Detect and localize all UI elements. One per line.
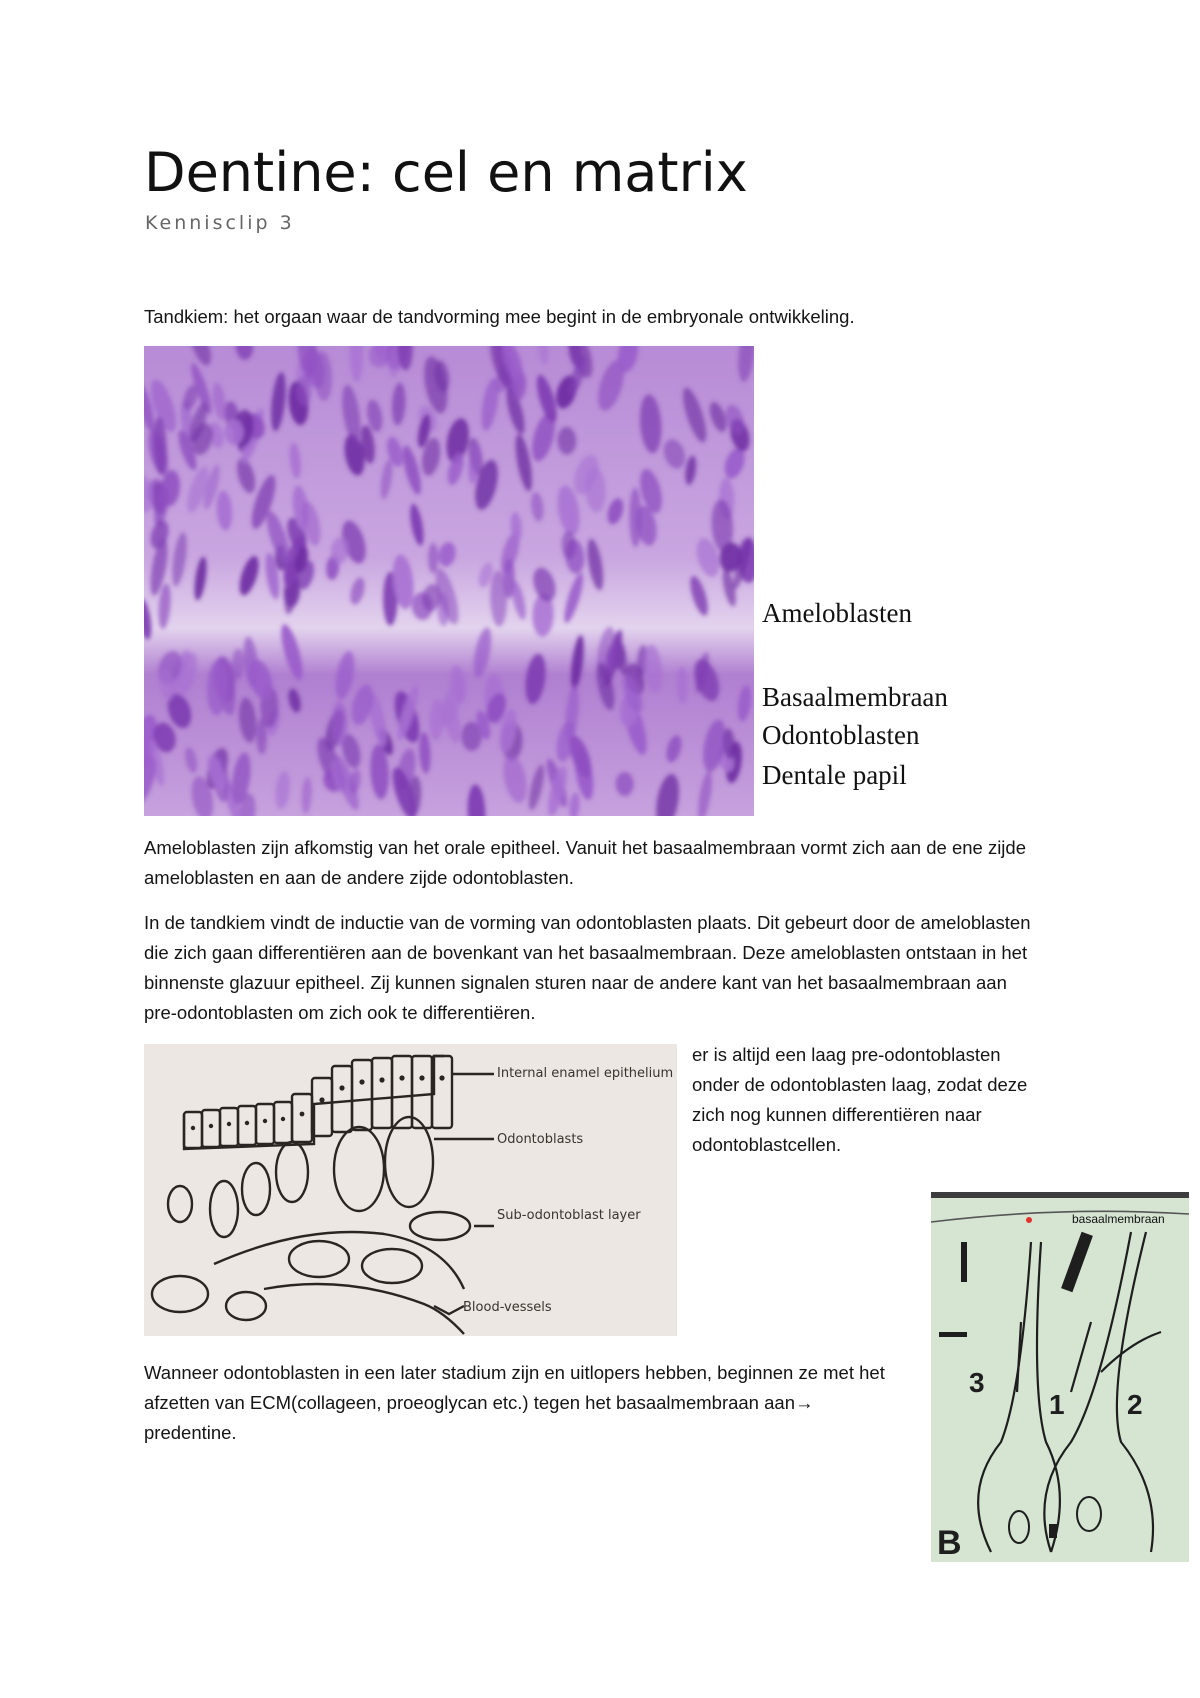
- number-2: 2: [1127, 1389, 1143, 1420]
- page-subtitle: Kennisclip 3: [145, 212, 295, 234]
- label-basaalmembraan-small: basaalmembraan: [1072, 1212, 1165, 1226]
- paragraph-predentine: Wanneer odontoblasten in een later stadium zijn en uitlopers hebben, beginnen ze met het afzetten van ECM(collageen, proeoglycan etc.) tegen het basaalmembraan aan→ predentine.: [144, 1362, 885, 1443]
- label-blood-vessels: Blood-vessels: [463, 1300, 552, 1315]
- number-1: 1: [1049, 1389, 1065, 1420]
- paragraph-ameloblasten: Ameloblasten zijn afkomstig van het orale epitheel. Vanuit het basaalmembraan vormt zich aan de ene zijde ameloblasten en aan de andere zijde odontoblasten.: [144, 837, 1026, 888]
- paragraph-tandkiem: Tandkiem: het orgaan waar de tandvorming mee begint in de embryonale ontwikkeling.: [144, 306, 855, 327]
- histology-image: [144, 346, 754, 816]
- odontoblast-diagram: [144, 1044, 677, 1336]
- panel-letter-b: B: [937, 1524, 962, 1562]
- page-title: Dentine: cel en matrix: [144, 141, 748, 204]
- label-ameloblasten: Ameloblasten: [762, 598, 912, 628]
- paragraph-inductie: In de tandkiem vindt de inductie van de vorming van odontoblasten plaats. Dit gebeurt door de ameloblasten die zich gaan differentiëren aan de bovenkant van het basaalmembraan. Deze ameloblasten ontstaan in het binnenste glazuur epitheel. Zij kunnen signalen sturen naar de andere kant van het basaalmembraan aan pre-odontoblasten om zich ook te differentiëren.: [144, 912, 1031, 1023]
- label-dentale-papil: Dentale papil: [762, 760, 907, 790]
- paragraph-pre-odontoblasten: er is altijd een laag pre-odontoblasten onder de odontoblasten laag, zodat deze zich nog kunnen differentiëren naar odontoblastcellen.: [692, 1044, 1028, 1155]
- number-3: 3: [969, 1367, 985, 1398]
- label-odontoblasts: Odontoblasts: [497, 1132, 584, 1147]
- cell-nucleus: [428, 543, 438, 574]
- label-internal-enamel-epithelium: Internal enamel epithelium: [497, 1066, 674, 1081]
- label-basaalmembraan: Basaalmembraan: [762, 682, 948, 712]
- label-sub-odontoblast-layer: Sub-odontoblast layer: [497, 1208, 641, 1223]
- label-odontoblasten: Odontoblasten: [762, 720, 920, 750]
- basaalmembraan-diagram: [931, 1192, 1189, 1562]
